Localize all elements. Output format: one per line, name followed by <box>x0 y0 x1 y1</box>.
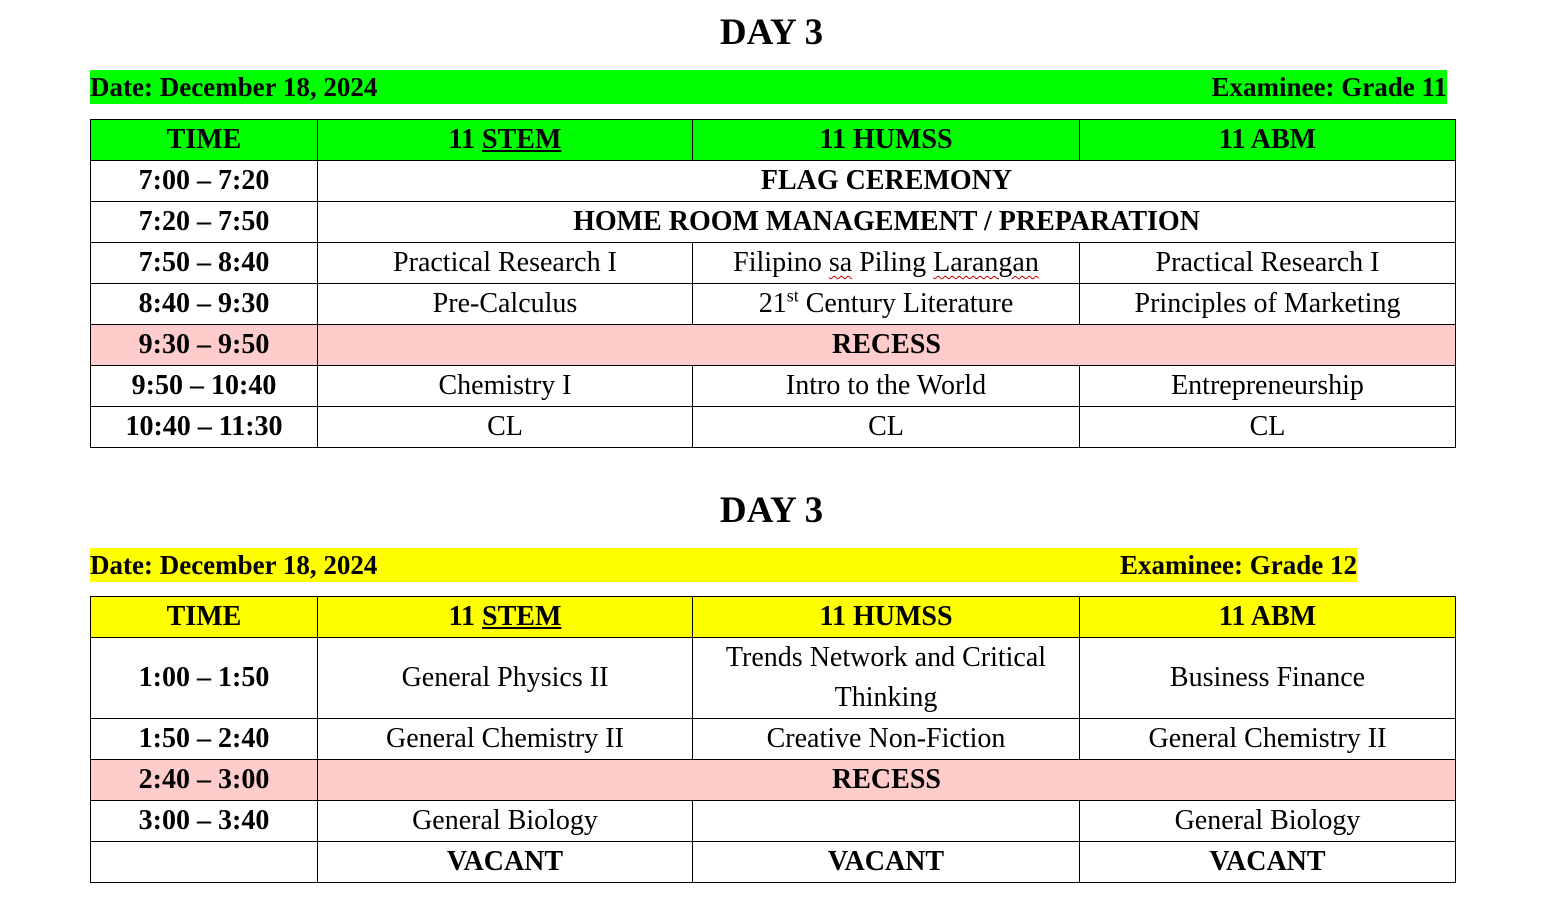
time-cell: 2:40 – 3:00 <box>91 760 318 801</box>
span-cell: FLAG CEREMONY <box>318 161 1456 202</box>
examinee-label: Examinee: Grade 11 <box>1211 72 1447 102</box>
table-row <box>91 407 1456 448</box>
table-row-recess <box>91 325 1456 366</box>
humss-cell: 21st Century Literature <box>693 284 1080 325</box>
stem-cell: Chemistry I <box>318 366 693 407</box>
recess-cell: RECESS <box>318 760 1456 801</box>
abm-cell: General Biology <box>1080 801 1456 842</box>
abm-cell: Entrepreneurship <box>1080 366 1456 407</box>
recess-cell: RECESS <box>318 325 1456 366</box>
humss-cell: Intro to the World <box>693 366 1080 407</box>
time-cell: 9:30 – 9:50 <box>91 325 318 366</box>
stem-cell: Practical Research I <box>318 243 693 284</box>
time-cell: 9:50 – 10:40 <box>91 366 318 407</box>
time-cell: 7:00 – 7:20 <box>91 161 318 202</box>
span-cell: HOME ROOM MANAGEMENT / PREPARATION <box>318 202 1456 243</box>
time-cell <box>91 842 318 883</box>
header-time: TIME <box>91 597 318 638</box>
abm-cell: Business Finance <box>1080 638 1456 719</box>
stem-cell: Pre-Calculus <box>318 284 693 325</box>
header-stem: 11 STEM <box>318 120 693 161</box>
date-bar <box>90 70 1447 104</box>
date-bar <box>90 548 1357 582</box>
stem-cell: General Biology <box>318 801 693 842</box>
time-cell: 7:20 – 7:50 <box>91 202 318 243</box>
date-label: Date: December 18, 2024 <box>90 550 378 580</box>
table-row <box>91 842 1456 883</box>
stem-cell: General Chemistry II <box>318 719 693 760</box>
schedule-table-grade-11 <box>90 119 1456 448</box>
humss-cell: Filipino sa Piling Larangan <box>693 243 1080 284</box>
table-row <box>91 638 1456 719</box>
table-row <box>91 801 1456 842</box>
humss-cell: VACANT <box>693 842 1080 883</box>
header-humss: 11 HUMSS <box>693 120 1080 161</box>
table-row <box>91 719 1456 760</box>
abm-cell: Principles of Marketing <box>1080 284 1456 325</box>
table-header-row <box>91 597 1456 638</box>
time-cell: 10:40 – 11:30 <box>91 407 318 448</box>
humss-cell: Creative Non-Fiction <box>693 719 1080 760</box>
examinee-label: Examinee: Grade 12 <box>1120 550 1357 580</box>
abm-cell: CL <box>1080 407 1456 448</box>
table-row <box>91 284 1456 325</box>
table-row <box>91 202 1456 243</box>
schedule-table-grade-12 <box>90 596 1456 883</box>
stem-cell: CL <box>318 407 693 448</box>
header-stem: 11 STEM <box>318 597 693 638</box>
table-row <box>91 161 1456 202</box>
table-header-row <box>91 120 1456 161</box>
table-row-recess <box>91 760 1456 801</box>
abm-cell: Practical Research I <box>1080 243 1456 284</box>
stem-cell: VACANT <box>318 842 693 883</box>
day-title: DAY 3 <box>719 490 824 531</box>
time-cell: 8:40 – 9:30 <box>91 284 318 325</box>
day-title: DAY 3 <box>719 12 824 53</box>
humss-cell: Trends Network and Critical Thinking <box>693 638 1080 719</box>
date-label: Date: December 18, 2024 <box>90 72 378 102</box>
header-time: TIME <box>91 120 318 161</box>
header-abm: 11 ABM <box>1080 597 1456 638</box>
abm-cell: General Chemistry II <box>1080 719 1456 760</box>
time-cell: 3:00 – 3:40 <box>91 801 318 842</box>
humss-cell: CL <box>693 407 1080 448</box>
time-cell: 7:50 – 8:40 <box>91 243 318 284</box>
header-abm: 11 ABM <box>1080 120 1456 161</box>
humss-cell <box>693 801 1080 842</box>
time-cell: 1:50 – 2:40 <box>91 719 318 760</box>
table-row <box>91 366 1456 407</box>
abm-cell: VACANT <box>1080 842 1456 883</box>
stem-cell: General Physics II <box>318 638 693 719</box>
table-row <box>91 243 1456 284</box>
header-humss: 11 HUMSS <box>693 597 1080 638</box>
time-cell: 1:00 – 1:50 <box>91 638 318 719</box>
